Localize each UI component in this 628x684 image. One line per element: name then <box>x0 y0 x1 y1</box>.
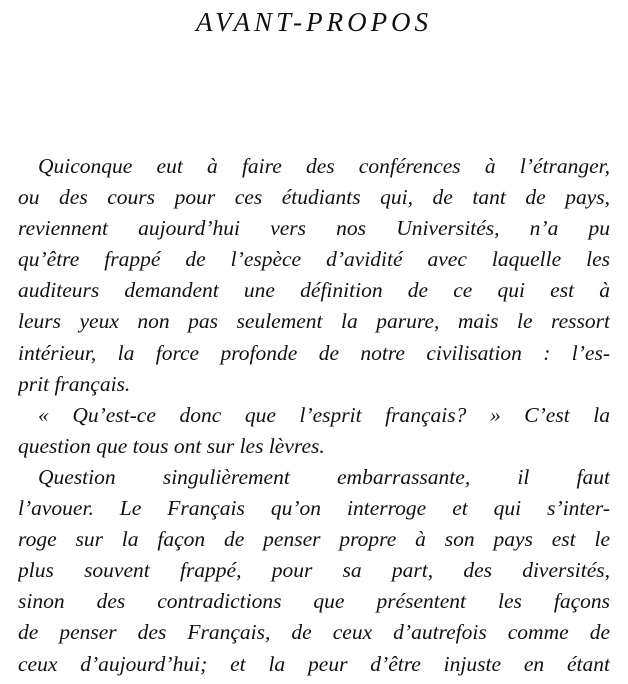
body-text <box>18 151 610 680</box>
text-line: Quiconque eut à faire des conférences à l’étranger, <box>38 154 610 178</box>
text-line: ceux d’aujourd’hui; et la peur d’être injuste en étant <box>18 651 610 676</box>
text-line: auditeurs demandent une définition de ce qui est à <box>18 278 610 303</box>
text-line: plus souvent frappé, pour sa part, des diversités, <box>18 558 610 583</box>
text-line: intérieur, la force profonde de notre civilisation : l’es- <box>18 340 610 365</box>
text-line: qu’être frappé de l’espèce d’avidité avec laquelle les <box>18 247 610 272</box>
text-line: roge sur la façon de penser propre à son pays est le <box>18 527 610 552</box>
text-line: Question singulièrement embarrassante, il faut <box>38 464 610 489</box>
text-line: leurs yeux non pas seulement la parure, mais le ressort <box>18 309 610 334</box>
text-line: de penser des Français, de ceux d’autrefois comme de <box>18 620 610 645</box>
text-line: prit français. <box>18 371 131 396</box>
text-line: reviennent aujourd’hui vers nos Universités, n’a pu <box>18 216 610 241</box>
text-line: l’avouer. Le Français qu’on interroge et qui s’inter- <box>18 496 610 521</box>
text-line: sinon des contradictions que présentent les façons <box>18 589 610 614</box>
text-line: « Qu’est-ce donc que l’esprit français? » C’est la <box>38 402 610 427</box>
text-line: question que tous ont sur les lèvres. <box>18 433 325 458</box>
page-title: AVANT-PROPOS <box>195 7 433 37</box>
text-line: ou des cours pour ces étudiants qui, de tant de pays, <box>18 185 610 210</box>
